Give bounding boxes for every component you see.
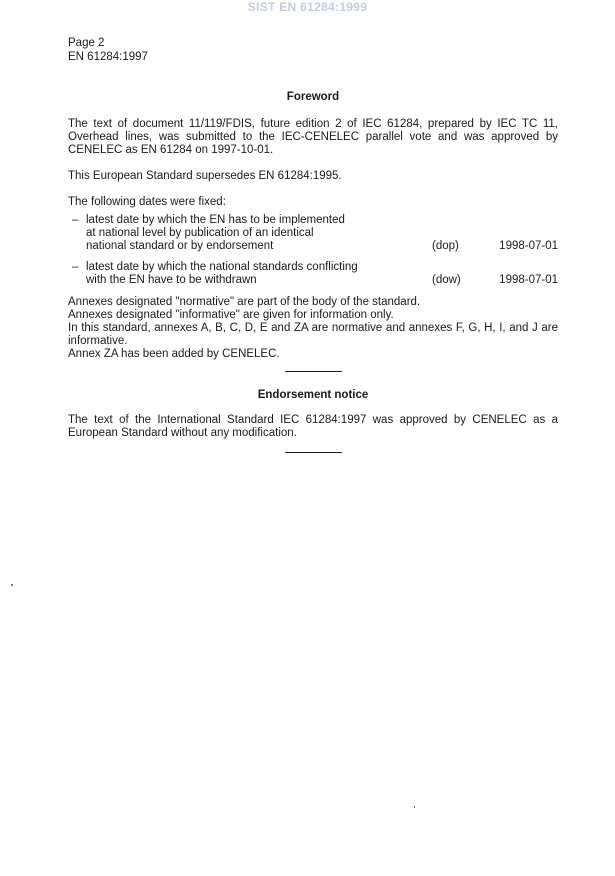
page-number: Page 2 xyxy=(68,37,105,49)
document-body xyxy=(68,90,558,453)
list-item-dow xyxy=(68,261,558,287)
scan-speck xyxy=(11,584,13,586)
divider xyxy=(285,371,342,372)
watermark: SIST EN 61284:1999 xyxy=(247,0,368,14)
item-line: national standard or by endorsement xyxy=(86,240,274,252)
annex-line: In this standard, annexes A, B, C, D, E and ZA are normative and annexes F, G, H, I, and J are informative. xyxy=(68,322,558,347)
dash: – xyxy=(72,261,79,273)
dash: – xyxy=(72,214,79,226)
divider xyxy=(285,452,342,453)
date-code: (dow) xyxy=(432,274,461,286)
date-value: 1998-07-01 xyxy=(499,240,558,252)
list-item-dop xyxy=(68,214,558,253)
endorsement-title: Endorsement notice xyxy=(257,389,369,401)
annex-line: Annex ZA has been added by CENELEC. xyxy=(68,348,280,360)
annex-line: Annexes designated "informative" are given for information only. xyxy=(68,309,394,321)
endorsement-paragraph: The text of the International Standard IEC 61284:1997 was approved by CENELEC as a European Standard without any modification. xyxy=(68,414,558,439)
item-line: latest date by which the national standards conflicting xyxy=(86,261,358,273)
item-line: latest date by which the EN has to be implemented xyxy=(86,214,345,226)
standard-reference: EN 61284:1997 xyxy=(68,51,148,63)
annex-line: Annexes designated "normative" are part of the body of the standard. xyxy=(68,296,421,308)
foreword-title: Foreword xyxy=(286,91,340,103)
foreword-paragraph: The text of document 11/119/FDIS, future edition 2 of IEC 61284, prepared by IEC TC 11, Overhead lines, was submitted to the IEC-CENELEC parallel vote and was approved by CENELEC as EN 61284 on 1997-10-01. xyxy=(68,118,558,156)
date-value: 1998-07-01 xyxy=(499,274,558,286)
item-line: at national level by publication of an identical xyxy=(86,227,314,239)
dates-list xyxy=(68,214,558,287)
page-header xyxy=(68,36,148,64)
item-line: with the EN have to be withdrawn xyxy=(86,274,257,286)
dates-intro: The following dates were fixed: xyxy=(68,196,226,208)
scan-speck xyxy=(414,806,415,808)
supersedes-paragraph: This European Standard supersedes EN 61284:1995. xyxy=(68,170,342,182)
annexes-block xyxy=(68,296,558,361)
date-code: (dop) xyxy=(432,240,459,252)
